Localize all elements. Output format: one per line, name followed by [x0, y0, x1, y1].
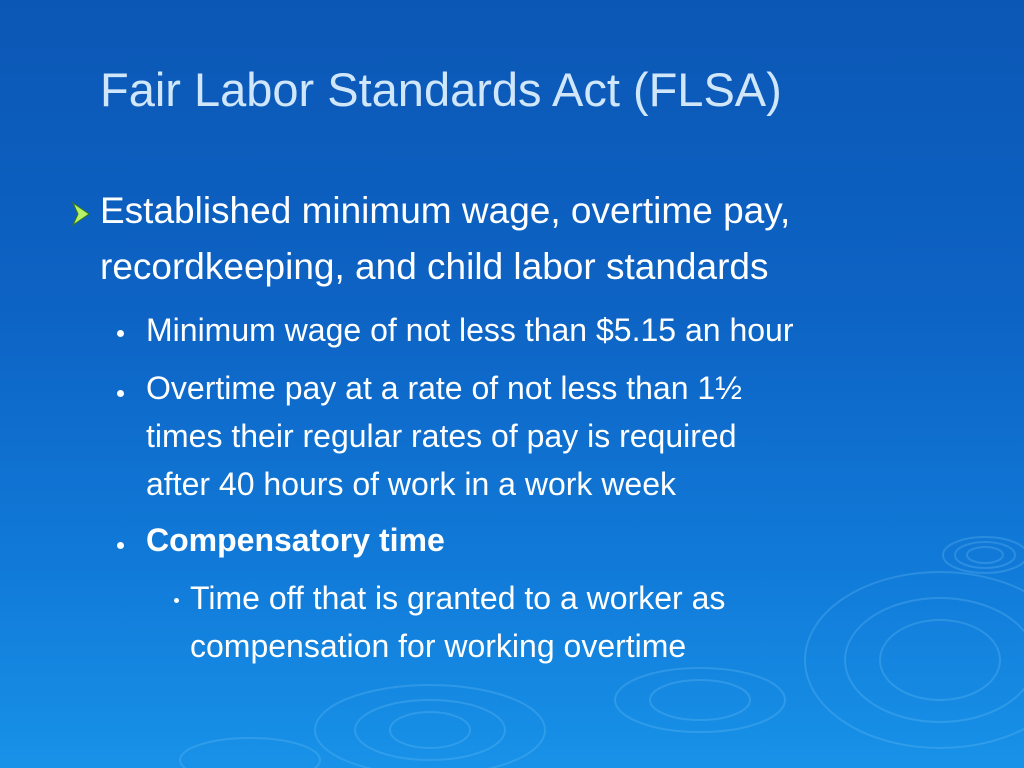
bullet-small-icon: [174, 598, 179, 603]
subsub1-line1: Time off that is granted to a worker as: [190, 580, 726, 616]
sub1-text: Minimum wage of not less than $5.15 an hour: [146, 312, 794, 348]
bullet-dot-icon: [117, 330, 124, 337]
bullet1-line1: Established minimum wage, overtime pay,: [100, 190, 791, 231]
arrow-bullet-icon: [70, 200, 92, 228]
bullet-dot-icon: [117, 390, 124, 397]
sub2-line3: after 40 hours of work in a work week: [146, 466, 677, 502]
slide-title: Fair Labor Standards Act (FLSA): [100, 63, 782, 116]
sub2-line1: Overtime pay at a rate of not less than 1½: [146, 370, 742, 406]
bullet1-line2: recordkeeping, and child labor standards: [100, 246, 769, 287]
subsub1-line2: compensation for working overtime: [190, 628, 687, 664]
bullet-dot-icon: [117, 542, 124, 549]
sub3-text: Compensatory time: [146, 522, 445, 558]
sub2-line2: times their regular rates of pay is required: [146, 418, 737, 454]
